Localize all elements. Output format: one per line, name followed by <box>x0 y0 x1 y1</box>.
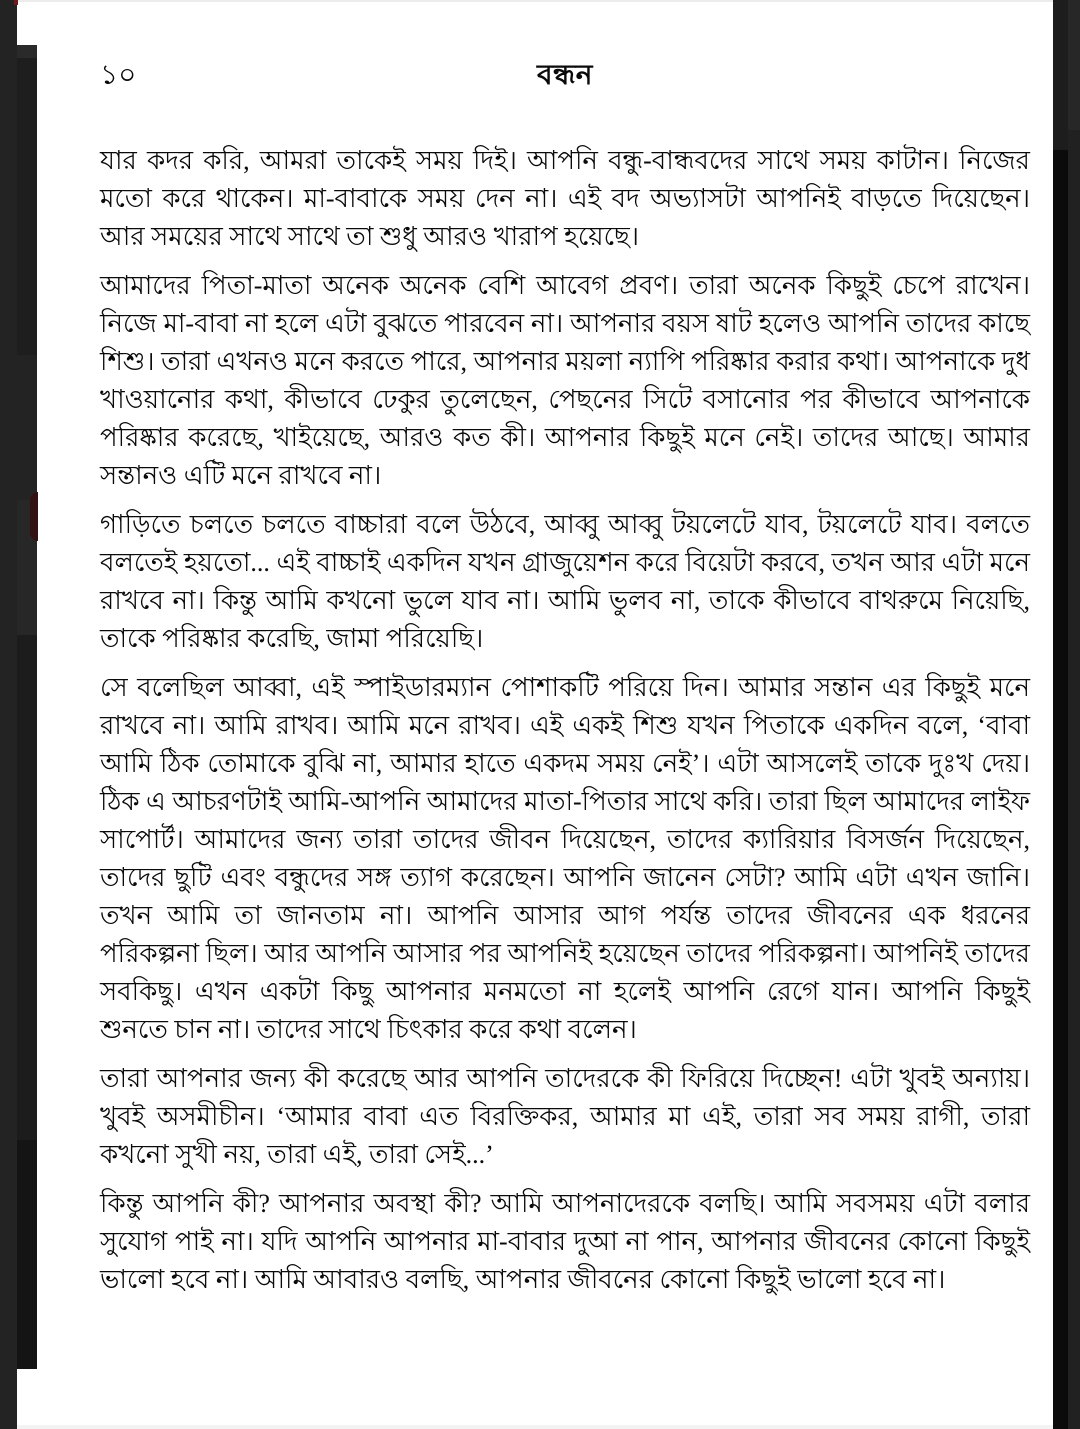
right-rail-segment <box>1053 0 1068 150</box>
page-edge-marker <box>30 492 38 541</box>
running-header <box>100 58 1030 94</box>
paragraph: তারা আপনার জন্য কী করেছে আর আপনি তাদেরকে কী ফিরিয়ে দিচ্ছেন! এটা খুবই অন্যায়। খুবই অসমীচীন। ‘আমার বাবা এত বিরক্তিকর, আমার মা এই, তারা সব সময় রাগী, তারা কখনো সুখী নয়, তারা এই, তারা সেই...’ <box>100 1064 1030 1169</box>
left-rail-segment <box>17 45 37 58</box>
page-text <box>100 142 1030 1299</box>
right-rail-segment <box>1068 0 1080 130</box>
paragraph: সে বলেছিল আব্বা, এই স্পাইডারম্যান পোশাকটি পরিয়ে দিন। আমার সন্তান এর কিছুই মনে রাখবে না। আমি রাখব। আমি মনে রাখব। এই একই শিশু যখন পিতাকে একদিন বলে, ‘বাবা আমি ঠিক তোমাকে বুঝি না, আমার হাতে একদম সময় নেই’। এটা আসলেই তাকে দুঃখ দেয়। ঠিক এ আচরণটাই আমি-আপনি আমাদের মাতা-পিতার সাথে করি। তারা ছিল আমাদের লাইফ সাপোর্ট। আমাদের জন্য তারা তাদের জীবন দিয়েছেন, তাদের ক্যারিয়ার বিসর্জন দিয়েছেন, তাদের ছুটি এবং বন্ধুদের সঙ্গ ত্যাগ করেছেন। আপনি জানেন সেটা? আমি এটা এখন জানি। তখন আমি তা জানতাম না। আপনি আসার আগ পর্যন্ত তাদের জীবনের এক ধরনের পরিকল্পনা ছিল। আর আপনি আসার পর আপনিই হয়েছেন তাদের পরিকল্পনা। আপনিই তাদের সবকিছু। এখন একটা কিছু আপনার মনমতো না হলেই আপনি রেগে যান। আপনি কিছুই শুনতে চান না। তাদের সাথে চিৎকার করে কথা বলেন। <box>100 673 1030 1044</box>
left-rail-segment <box>17 355 37 500</box>
page-content <box>100 58 1030 1310</box>
book-title-running-head: বন্ধন <box>537 60 593 91</box>
paragraph: যার কদর করি, আমরা তাকেই সময় দিই। আপনি বন্ধু-বান্ধবদের সাথে সময় কাটান। নিজের মতো করে থাকেন। মা-বাবাকে সময় দেন না। এই বদ অভ্যাসটা আপনিই বাড়তে দিয়েছেন। আর সময়ের সাথে সাথে তা শুধু আরও খারাপ হয়েছে। <box>100 146 1030 251</box>
left-rail <box>0 0 17 1429</box>
left-rail-panel <box>17 45 37 1369</box>
paragraph: আমাদের পিতা-মাতা অনেক অনেক বেশি আবেগ প্রবণ। তারা অনেক কিছুই চেপে রাখেন। নিজে মা-বাবা না হলে এটা বুঝতে পারবেন না। আপনার বয়স ষাট হলেও আপনি তাদের কাছে শিশু। তারা এখনও মনে করতে পারে, আপনার ময়লা ন্যাপি পরিষ্কার করার কথা। আপনাকে দুধ খাওয়ানোর কথা, কীভাবে ঢেকুর তুলেছেন, পেছনের সিটে বসানোর পর কীভাবে আপনাকে পরিষ্কার করেছে, খাইয়েছে, আরও কত কী। আপনার কিছুই মনে নেই। তাদের আছে। আমার সন্তানও এটি মনে রাখবে না। <box>100 271 1030 490</box>
page-number: ১০ <box>100 60 137 91</box>
right-rail-panel <box>1053 0 1068 1429</box>
book-page <box>17 0 1057 1429</box>
left-rail-segment <box>17 1140 37 1369</box>
left-rail-segment <box>17 58 37 355</box>
top-left-artifact <box>14 0 18 5</box>
right-rail <box>1068 0 1080 1429</box>
paragraph: গাড়িতে চলতে চলতে বাচ্চারা বলে উঠবে, আব্বু আব্বু টয়লেটে যাব, টয়লেটে যাব। বলতে বলতেই হয়তো... এই বাচ্চাই একদিন যখন গ্রাজুয়েশন করে বিয়েটা করবে, তখন আর এটা মনে রাখবে না। কিন্তু আমি কখনো ভুলে যাব না। আমি ভুলব না, তাকে কীভাবে বাথরুমে নিয়েছি, তাকে পরিষ্কার করেছি, জামা পরিয়েছি। <box>100 510 1030 653</box>
left-rail-segment <box>17 635 37 1140</box>
paragraph: কিন্তু আপনি কী? আপনার অবস্থা কী? আমি আপনাদেরকে বলছি। আমি সবসময় এটা বলার সুযোগ পাই না। যদি আপনি আপনার মা-বাবার দুআ না পান, আপনার জীবনের কোনো কিছুই ভালো হবে না। আমি আবারও বলছি, আপনার জীবনের কোনো কিছুই ভালো হবে না। <box>100 1189 1030 1294</box>
page-bottom-edge <box>17 1425 1057 1429</box>
